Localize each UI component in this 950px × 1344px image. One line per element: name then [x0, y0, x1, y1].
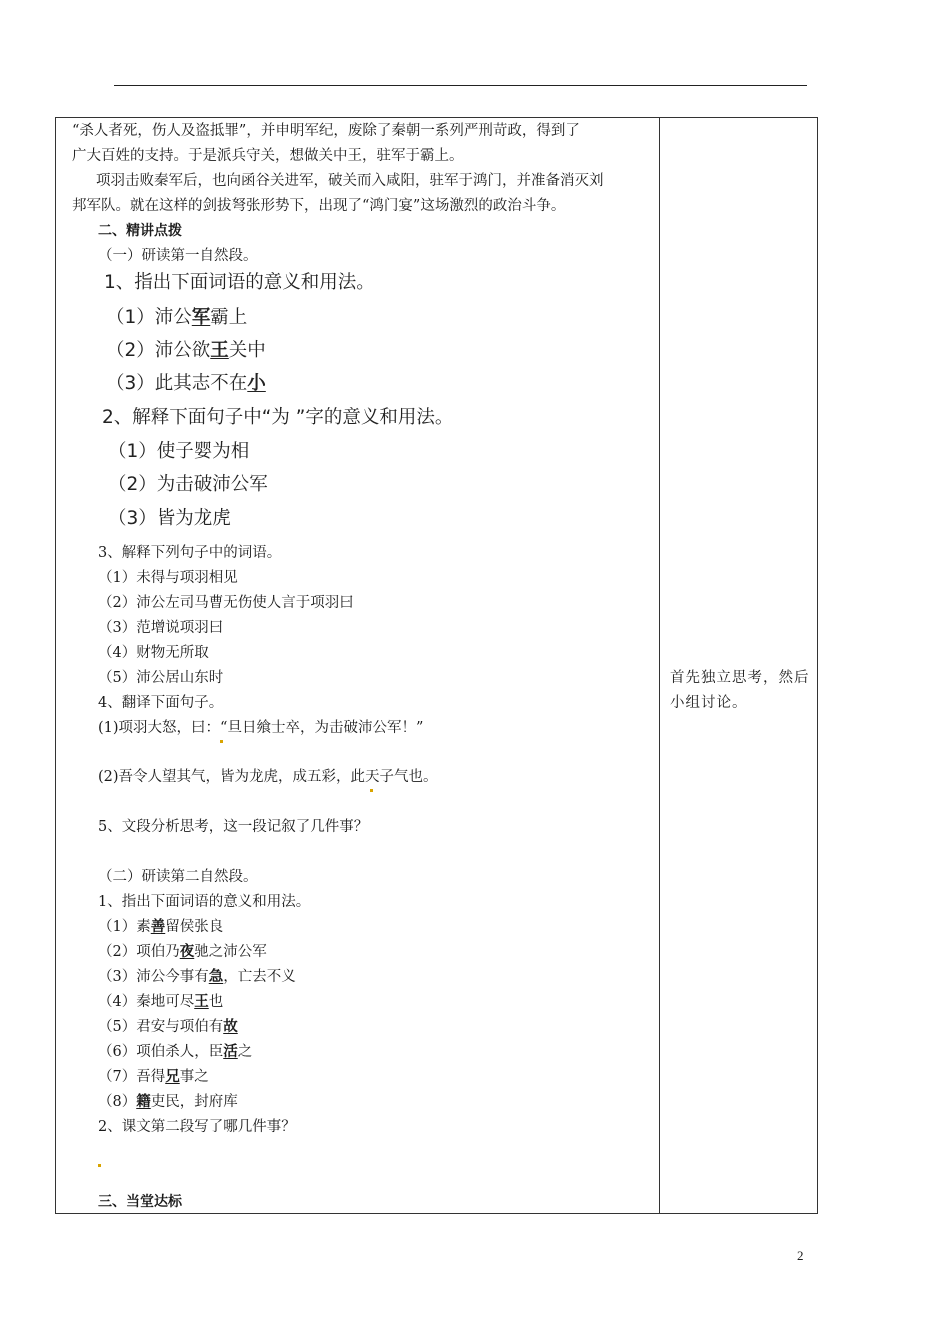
- key-word: 急: [208, 968, 224, 985]
- word-item: （6）项伯杀人，臣活之: [98, 1043, 253, 1060]
- word-item: （1）素善留侯张良: [98, 918, 224, 935]
- edit-mark: [370, 789, 373, 792]
- word-item: （2）项伯乃夜驰之沛公军: [98, 943, 267, 960]
- intro-line: “杀人者死，伤人及盗抵罪”，并申明军纪，废除了秦朝一系列严刑苛政，得到了: [72, 123, 580, 139]
- side-note: 首先独立思考，然后小组讨论。: [670, 670, 810, 711]
- key-word: 王: [194, 993, 209, 1010]
- word-item: （2）沛公欲王关中: [106, 340, 266, 361]
- page-number: 2: [797, 1248, 804, 1263]
- part-title: （二）研读第二自然段。: [98, 869, 258, 885]
- part-title: （一）研读第一自然段。: [98, 248, 258, 264]
- section-heading: 二、精讲点拨: [98, 223, 182, 239]
- word-item: （1）沛公军霸上: [106, 307, 248, 328]
- key-word: 夜: [179, 943, 195, 960]
- question-title: 4、翻译下面句子。: [98, 695, 224, 711]
- translate-item: (2)吾令人望其气，皆为龙虎，成五彩，此天子气也。: [98, 769, 438, 785]
- question-title: 1、指出下面词语的意义和用法。: [98, 894, 311, 910]
- key-word: 善: [150, 918, 166, 935]
- key-word: 王: [210, 340, 229, 361]
- content-column: [56, 118, 659, 1213]
- word-item: （3）此其志不在小: [106, 373, 266, 394]
- key-word: 活: [223, 1043, 238, 1060]
- header-rule: [114, 85, 807, 86]
- key-word: 小: [247, 373, 266, 394]
- intro-line: 项羽击败秦军后，也向函谷关进军，破关而入咸阳，驻军于鸿门，并准备消灭刘: [96, 173, 604, 189]
- key-word: 兄: [165, 1068, 180, 1085]
- edit-mark: [98, 1164, 101, 1167]
- sentence-item: （2）为击破沛公军: [108, 474, 268, 495]
- intro-line: 邦军队。就在这样的剑拔弩张形势下，出现了“鸿门宴”这场激烈的政治斗争。: [72, 198, 566, 214]
- translate-item: (1)项羽大怒，曰：“旦日飨士卒，为击破沛公军！”: [98, 720, 424, 736]
- section-heading: 三、当堂达标: [98, 1194, 182, 1210]
- notes-column: [660, 118, 817, 1213]
- word-item: （3）沛公今事有急，亡去不义: [98, 968, 296, 985]
- question-title: 2、课文第二段写了哪几件事？: [98, 1119, 296, 1135]
- word-item: （4）秦地可尽王也: [98, 993, 224, 1010]
- sentence-item: （3）范增说项羽曰: [98, 620, 224, 636]
- word-item: （7）吾得兄事之: [98, 1068, 209, 1085]
- lesson-table: [55, 117, 818, 1214]
- question-title: 1、指出下面词语的意义和用法。: [104, 272, 375, 293]
- question-title: 5、文段分析思考，这一段记叙了几件事？: [98, 819, 369, 835]
- sentence-item: （1）使子婴为相: [108, 441, 250, 462]
- question-title: 3、解释下列句子中的词语。: [98, 545, 282, 561]
- key-word: 故: [223, 1018, 238, 1035]
- intro-line: 广大百姓的支持。于是派兵守关，想做关中王，驻军于霸上。: [72, 148, 464, 164]
- key-word: 军: [191, 307, 211, 328]
- word-item: （5）君安与项伯有故: [98, 1018, 238, 1035]
- sentence-item: （3）皆为龙虎: [108, 508, 231, 529]
- word-item: （8）籍吏民，封府库: [98, 1093, 238, 1110]
- edit-mark: [220, 740, 223, 743]
- key-word: 籍: [136, 1093, 151, 1110]
- sentence-item: （4）财物无所取: [98, 645, 209, 661]
- question-title: 2、解释下面句子中“为 ”字的意义和用法。: [102, 407, 454, 428]
- sentence-item: （2）沛公左司马曹无伤使人言于项羽曰: [98, 595, 354, 611]
- sentence-item: （5）沛公居山东时: [98, 670, 224, 686]
- sentence-item: （1）未得与项羽相见: [98, 570, 238, 586]
